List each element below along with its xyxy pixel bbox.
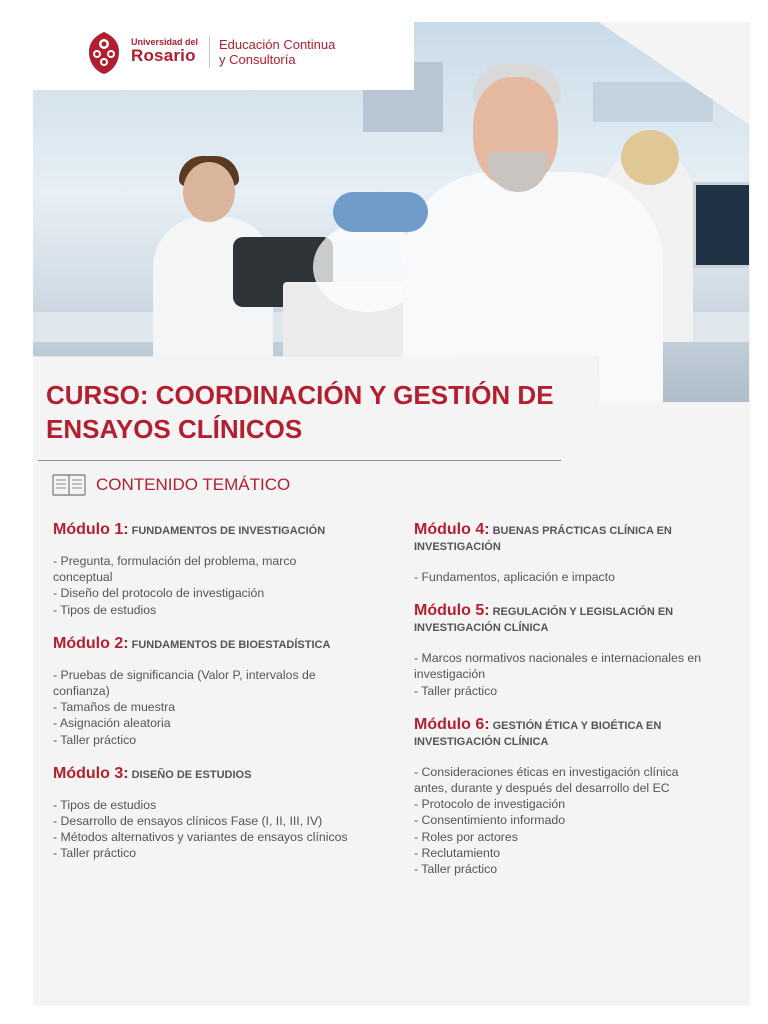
logo-separator <box>209 36 210 68</box>
module-heading <box>414 717 714 750</box>
module-heading <box>414 522 714 555</box>
module-topics <box>53 553 353 618</box>
module-heading <box>53 522 353 539</box>
module-topics <box>53 797 353 862</box>
module-2 <box>53 636 353 748</box>
module-name: GESTIÓN ÉTICA Y BIOÉTICA EN INVESTIGACIÓN CLÍNICA <box>414 719 662 748</box>
topic-item: - Reclutamiento <box>414 845 501 860</box>
modules-left-column <box>53 522 353 862</box>
module-1 <box>53 522 353 618</box>
topic-item: - Fundamentos, aplicación e impacto <box>414 570 615 584</box>
unit-name-line2: y Consultoría <box>219 52 296 67</box>
topic-item: - Pruebas de significancia (Valor P, intervalos de confianza) <box>53 667 316 699</box>
module-number: Módulo 4: <box>414 521 490 538</box>
module-5 <box>414 603 714 699</box>
topic-item: - Roles por actores <box>414 829 518 844</box>
module-name: BUENAS PRÁCTICAS CLÍNICA EN INVESTIGACIÓN <box>414 525 672 553</box>
topic-item: - Taller práctico <box>414 862 498 877</box>
module-heading <box>53 766 353 783</box>
section-title: CONTENIDO TEMÁTICO <box>96 475 291 494</box>
topic-item: - Consentimiento informado <box>414 813 566 828</box>
topic-item: - Marcos normativos nacionales e internacionales en investigación <box>414 651 702 682</box>
topic-item: - Tipos de estudios <box>53 797 157 812</box>
module-topics <box>414 569 714 585</box>
module-number: Módulo 5: <box>414 602 490 620</box>
topic-item: - Taller práctico <box>414 683 498 698</box>
book-icon <box>52 472 86 496</box>
module-topics <box>414 650 714 699</box>
header-logo <box>33 22 414 90</box>
module-heading <box>53 636 353 653</box>
module-name: REGULACIÓN Y LEGISLACIÓN EN INVESTIGACIÓN CLÍNICA <box>414 606 674 635</box>
topic-item: - Asignación aleatoria <box>53 716 171 731</box>
module-name: DISEÑO DE ESTUDIOS <box>131 768 252 781</box>
unit-name-line1: Educación Continua <box>219 37 336 52</box>
module-heading <box>414 603 714 636</box>
module-topics <box>53 667 353 748</box>
module-topics <box>414 764 714 877</box>
topic-item: - Tipos de estudios <box>53 602 157 617</box>
topic-item: - Taller práctico <box>53 732 137 747</box>
module-name: FUNDAMENTOS DE INVESTIGACIÓN <box>131 525 326 537</box>
module-6 <box>414 717 714 877</box>
modules-right-column <box>414 522 714 877</box>
title-divider <box>38 460 561 461</box>
topic-item: - Pregunta, formulación del problema, marco conceptual <box>53 554 297 585</box>
topic-item: - Consideraciones éticas en investigación clínica antes, durante y después del desarrollo del EC <box>414 764 679 796</box>
module-number: Módulo 2: <box>53 634 129 652</box>
topic-item: - Protocolo de investigación <box>414 797 566 812</box>
university-name-big: Rosario <box>131 46 196 65</box>
topic-item: - Diseño del protocolo de investigación <box>53 586 265 601</box>
course-title: CURSO: COORDINACIÓN Y GESTIÓN DE ENSAYOS CLÍNICOS <box>46 380 554 444</box>
topic-item: - Taller práctico <box>53 846 137 861</box>
module-name: FUNDAMENTOS DE BIOESTADÍSTICA <box>131 638 331 651</box>
module-3 <box>53 766 353 862</box>
module-number: Módulo 1: <box>53 521 129 538</box>
module-number: Módulo 3: <box>53 764 129 782</box>
module-number: Módulo 6: <box>414 715 490 733</box>
topic-item: - Tamaños de muestra <box>53 700 176 715</box>
topic-item: - Desarrollo de ensayos clínicos Fase (I, II, III, IV) <box>53 814 323 829</box>
topic-item: - Métodos alternativos y variantes de ensayos clínicos <box>53 830 348 845</box>
university-crest-icon <box>85 30 123 76</box>
university-name-small: Universidad del <box>131 37 199 47</box>
module-4 <box>414 522 714 585</box>
